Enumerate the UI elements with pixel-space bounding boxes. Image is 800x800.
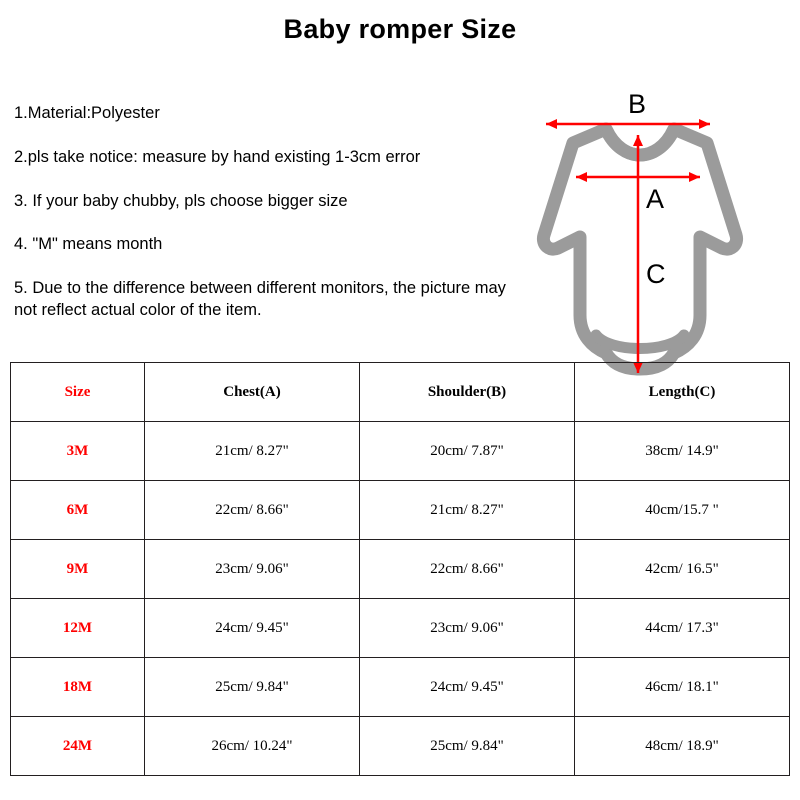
size-table (10, 362, 790, 776)
length-label: C (646, 259, 666, 289)
table-row (11, 658, 790, 717)
table-row (11, 540, 790, 599)
table-header-row (11, 363, 790, 422)
cell-length: 46cm/ 18.1" (575, 658, 790, 717)
cell-chest: 22cm/ 8.66" (145, 481, 360, 540)
cell-shoulder: 24cm/ 9.45" (360, 658, 575, 717)
note-item: 2.pls take notice: measure by hand existing 1-3cm error (14, 147, 421, 166)
page-title: Baby romper Size (283, 14, 517, 44)
cell-shoulder: 22cm/ 8.66" (360, 540, 575, 599)
length-measure-arrow-icon (633, 135, 643, 373)
cell-size: 12M (11, 599, 145, 658)
table-row (11, 599, 790, 658)
cell-chest: 21cm/ 8.27" (145, 422, 360, 481)
note-item: 4. "M" means month (14, 235, 163, 254)
table-row (11, 422, 790, 481)
cell-length: 48cm/ 18.9" (575, 717, 790, 776)
cell-chest: 25cm/ 9.84" (145, 658, 360, 717)
column-header-size: Size (11, 363, 145, 422)
snap-button-icon (621, 344, 627, 350)
cell-shoulder: 20cm/ 7.87" (360, 422, 575, 481)
romper-illustration-icon (543, 129, 736, 369)
column-header-shoulder: Shoulder(B) (360, 363, 575, 422)
cell-chest: 24cm/ 9.45" (145, 599, 360, 658)
cell-shoulder: 23cm/ 9.06" (360, 599, 575, 658)
note-item: 1.Material:Polyester (14, 104, 160, 122)
cell-size: 6M (11, 481, 145, 540)
column-header-chest: Chest(A) (145, 363, 360, 422)
cell-size: 3M (11, 422, 145, 481)
table-row (11, 717, 790, 776)
shoulder-label: B (628, 89, 647, 119)
cell-length: 40cm/15.7 " (575, 481, 790, 540)
cell-shoulder: 21cm/ 8.27" (360, 481, 575, 540)
cell-size: 18M (11, 658, 145, 717)
table-row (11, 481, 790, 540)
cell-size: 9M (11, 540, 145, 599)
column-header-length: Length(C) (575, 363, 790, 422)
romper-diagram (478, 85, 788, 385)
notes-list (14, 103, 514, 322)
note-item: 5. Due to the difference between different monitors, the picture may not reflect actual color of the item. (14, 279, 506, 319)
snap-button-icon (653, 344, 659, 350)
cell-chest: 26cm/ 10.24" (145, 717, 360, 776)
cell-length: 44cm/ 17.3" (575, 599, 790, 658)
cell-length: 42cm/ 16.5" (575, 540, 790, 599)
chest-label: A (646, 184, 665, 214)
top-section (0, 45, 800, 375)
note-item: 3. If your baby chubby, pls choose bigger size (14, 191, 348, 210)
cell-chest: 23cm/ 9.06" (145, 540, 360, 599)
cell-length: 38cm/ 14.9" (575, 422, 790, 481)
cell-shoulder: 25cm/ 9.84" (360, 717, 575, 776)
cell-size: 24M (11, 717, 145, 776)
